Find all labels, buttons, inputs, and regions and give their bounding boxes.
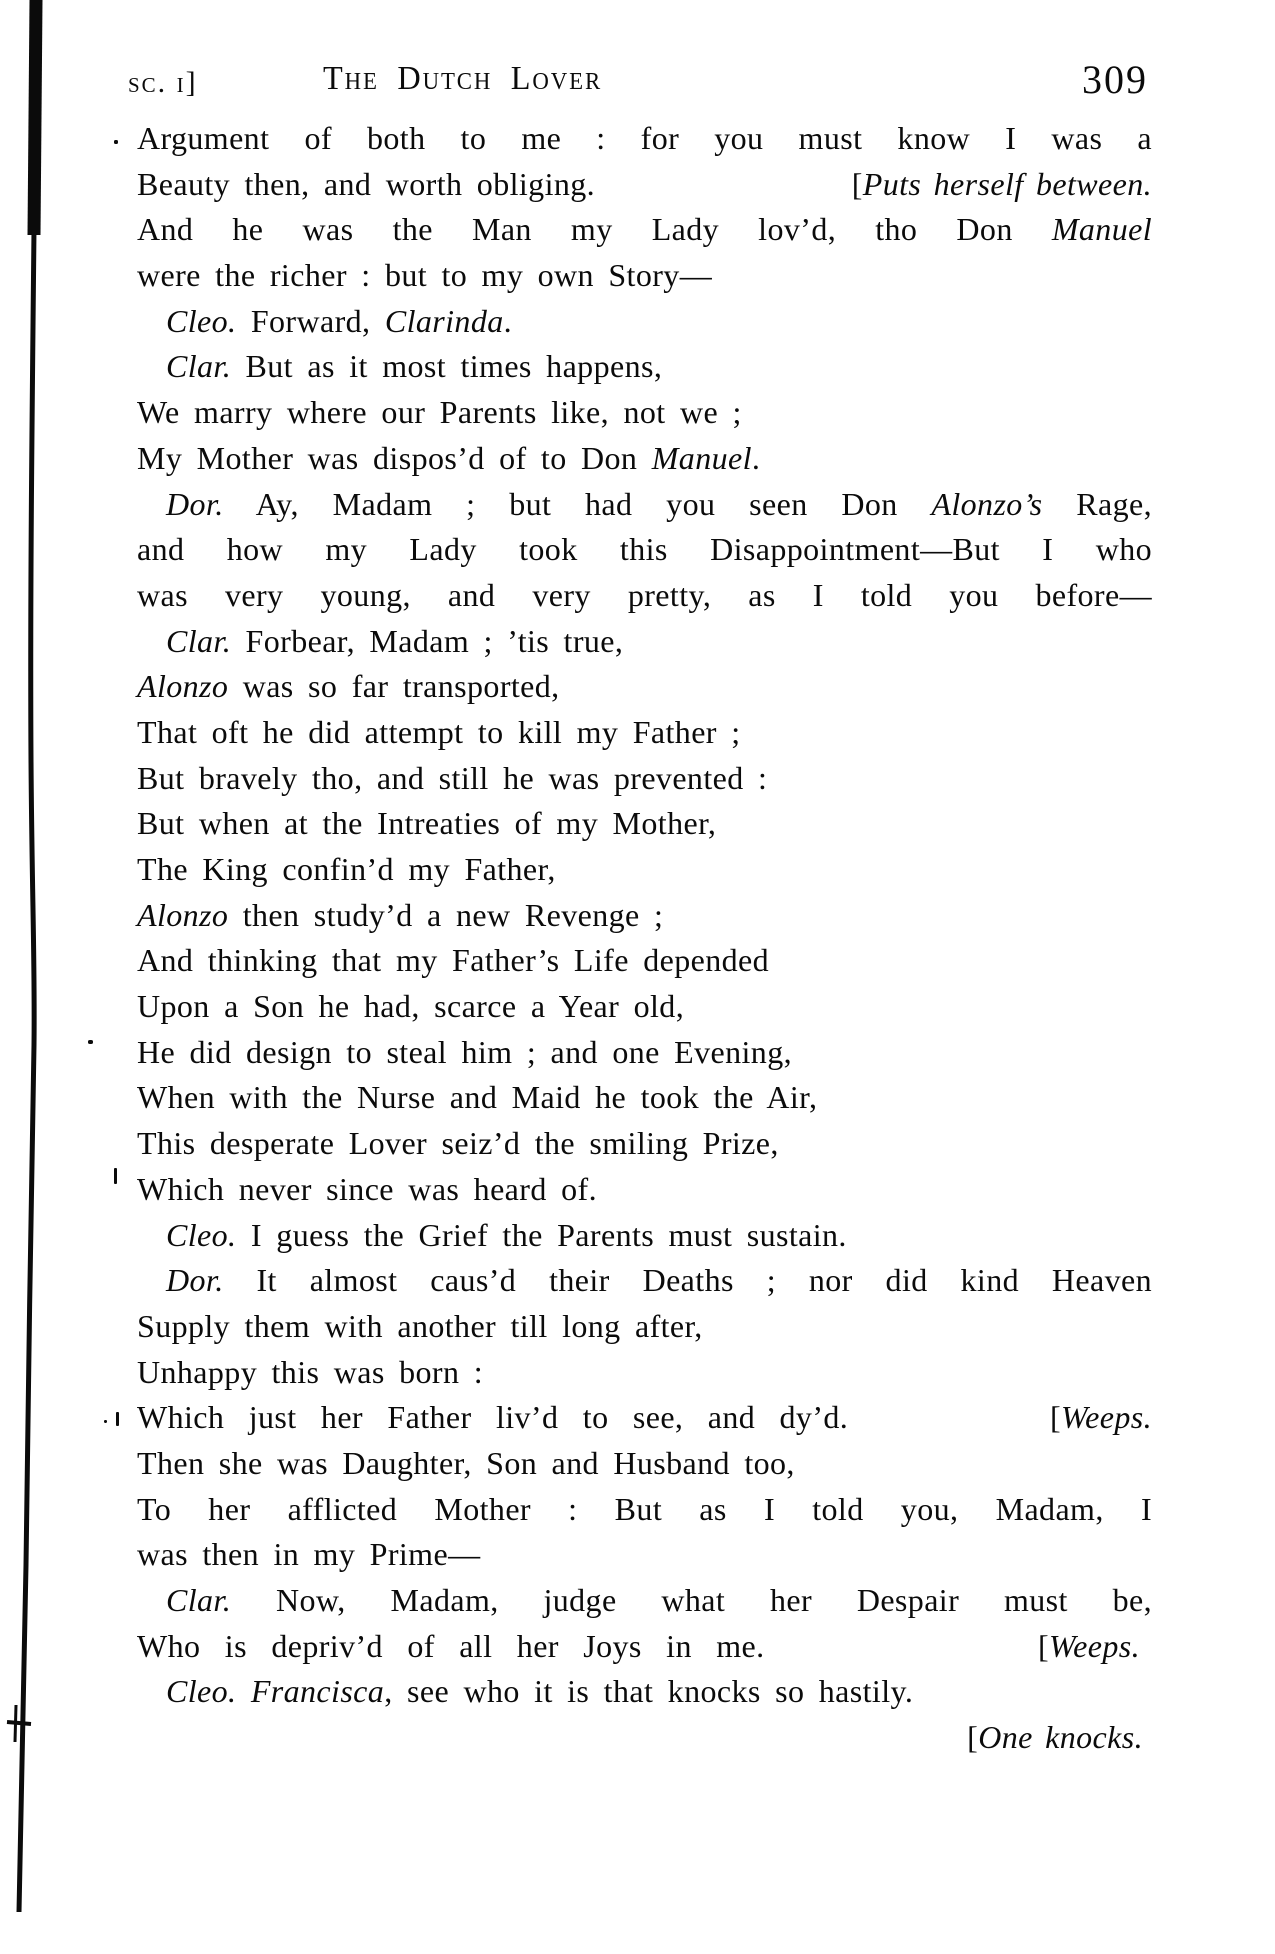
speaker-name: Cleo. (166, 1216, 237, 1253)
stage-direction: [Puts herself between. (851, 165, 1152, 202)
text-line: And thinking that my Father’s Life depended (137, 942, 770, 979)
text-line: Cleo. I guess the Grief the Parents must sustain. (166, 1216, 847, 1253)
text-line: Cleo. Forward, Clarinda. (166, 302, 513, 339)
text-line: He did design to steal him ; and one Evening, (137, 1033, 792, 1070)
speaker-name: Clar. (166, 1582, 232, 1618)
character-name: Manuel (1051, 211, 1152, 248)
play-text (137, 116, 1152, 1761)
character-name: Clarinda (384, 302, 504, 339)
ink-speck (116, 1412, 119, 1426)
text-line: Cleo. Francisca, see who it is that knocks so hastily. (166, 1673, 914, 1710)
ink-speck (104, 1420, 107, 1423)
text-line: Clar. Forbear, Madam ; ’tis true, (166, 622, 624, 659)
speaker-name: Clar. (166, 348, 232, 385)
scene-label: sc. i] (128, 66, 198, 99)
text-line: and how my Lady took this Disappointment—But I who (137, 531, 1152, 568)
stage-direction: [Weeps. (1037, 1627, 1140, 1664)
stage-direction-bracket: [ (967, 1719, 979, 1756)
text-line: Argument of both to me : for you must know I was a (137, 120, 1152, 156)
speaker-name: Cleo. (166, 302, 237, 339)
text-line: That oft he did attempt to kill my Father ; (137, 713, 741, 750)
text-line: My Mother was dispos’d of to Don Manuel. (137, 439, 761, 476)
text-line: were the richer : but to my own Story— (137, 257, 713, 294)
stage-direction-bracket: [ (1049, 1399, 1062, 1436)
character-name: Manuel (651, 439, 752, 476)
text-line: Unhappy this was born : (137, 1353, 484, 1390)
character-name: Alonzo’s (931, 485, 1043, 522)
text-line: Dor. It almost caus’d their Deaths ; nor did kind Heaven (166, 1262, 1152, 1299)
page-number: 309 (1082, 57, 1148, 102)
text-line: Which just her Father liv’d to see, and dy’d. [Weeps. (137, 1395, 1152, 1441)
text-line: Alonzo then study’d a new Revenge ; (137, 896, 664, 933)
text-line: To her afflicted Mother : But as I told you, Madam, I (137, 1490, 1152, 1527)
speaker-name: Dor. (166, 485, 224, 522)
running-title: The Dutch Lover (323, 60, 603, 97)
text-line: Upon a Son he had, scarce a Year old, (137, 988, 685, 1025)
page-header (128, 0, 1152, 112)
text-line: Alonzo was so far transported, (137, 668, 560, 705)
text-line: Clar. But as it most times happens, (166, 348, 663, 385)
character-name: Alonzo (137, 668, 229, 705)
text-line: was very young, and very pretty, as I told you before— (137, 576, 1152, 613)
text-line: This desperate Lover seiz’d the smiling Prize, (137, 1125, 779, 1162)
character-name: Alonzo (137, 896, 229, 933)
text-line: Beauty then, and worth obliging. [Puts herself between. (137, 162, 1152, 208)
stage-direction-bracket: [ (1037, 1627, 1050, 1664)
text-line: The King confin’d my Father, (137, 851, 556, 887)
stage-direction: [Weeps. (1049, 1399, 1152, 1436)
ink-speck (88, 1040, 93, 1044)
stage-direction-bracket: [ (851, 165, 863, 202)
speaker-name: Dor. (166, 1262, 224, 1299)
text-line: Supply them with another till long after, (137, 1307, 703, 1344)
ink-speck (114, 1168, 117, 1184)
text-line: Who is depriv’d of all her Joys in me. [Weeps. (137, 1624, 1152, 1670)
speaker-name: Cleo. Francisca (166, 1673, 385, 1710)
text-line: But when at the Intreaties of my Mother, (137, 805, 717, 842)
text-line: And he was the Man my Lady lov’d, tho Don Manuel (137, 211, 1152, 248)
stage-direction: [One knocks. (967, 1719, 1143, 1756)
text-line: But bravely tho, and still he was prevented : (137, 759, 768, 796)
ink-speck (114, 140, 118, 144)
text-line: Dor. Ay, Madam ; but had you seen Don Alonzo’s Rage, (166, 485, 1152, 522)
text-line: We marry where our Parents like, not we ; (137, 394, 742, 431)
speaker-name: Clar. (166, 622, 232, 659)
text-line (137, 1715, 1152, 1761)
scan-gutter-artifact (0, 0, 70, 1954)
text-line: Which never since was heard of. (137, 1170, 597, 1207)
text-line: When with the Nurse and Maid he took the Air, (137, 1079, 818, 1116)
text-line: was then in my Prime— (137, 1536, 481, 1573)
text-line: Clar. Now, Madam, judge what her Despair must be, (166, 1582, 1152, 1618)
text-line: Then she was Daughter, Son and Husband too, (137, 1444, 795, 1481)
